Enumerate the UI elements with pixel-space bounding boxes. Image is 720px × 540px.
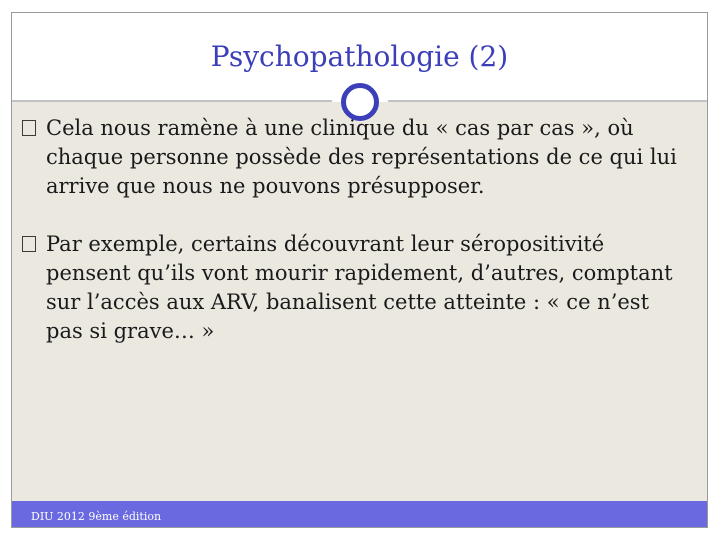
square-bullet-icon <box>22 236 36 252</box>
bullet-text: Cela nous ramène à une clinique du « cas par cas », où chaque personne possède des représentations de ce qui lui arrive que nous ne pouvons présupposer. <box>46 116 677 198</box>
slide-title: Psychopathologie (2) <box>210 40 509 73</box>
title-divider-left <box>12 100 332 102</box>
footer-bar <box>12 501 707 527</box>
bullet-text: Par exemple, certains découvrant leur séropositivité pensent qu’ils vont mourir rapidement, d’autres, comptant sur l’accès aux ARV, banalisent cette atteinte : « ce n’est pas si grave… » <box>46 232 673 343</box>
title-divider-right <box>388 100 708 102</box>
footer-text: DIU 2012 9ème édition <box>31 510 162 523</box>
bullet-item <box>22 230 692 346</box>
bullet-item <box>22 114 692 201</box>
bullet-list <box>22 114 692 375</box>
square-bullet-icon <box>22 120 36 136</box>
